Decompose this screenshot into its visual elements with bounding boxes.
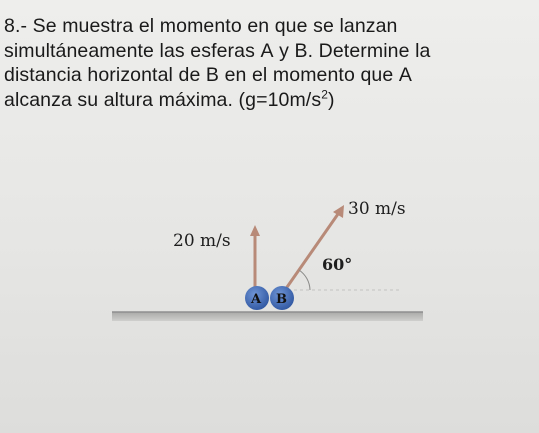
word: el	[251, 64, 268, 86]
word: que	[360, 64, 394, 86]
word: simultáneamente	[4, 39, 154, 62]
word: B.	[294, 39, 314, 62]
velocity-arrow-b	[285, 214, 338, 290]
word: horizontal	[87, 64, 173, 86]
word: de	[178, 64, 201, 86]
gravity-exponent: 2	[321, 87, 328, 101]
line-4-text: alcanza su altura máxima.	[4, 88, 239, 111]
word: Determine	[318, 39, 410, 62]
word: A	[398, 64, 412, 86]
arrow-a-head-icon	[250, 225, 260, 236]
word: y	[279, 39, 289, 62]
ground-surface	[112, 312, 423, 321]
sphere-a-label: A	[251, 292, 262, 307]
speed-a-label: 20 m/s	[173, 231, 231, 251]
word: muestra	[62, 15, 134, 37]
word: Se	[32, 15, 57, 37]
word: la	[415, 39, 431, 62]
arrow-b-head-icon	[333, 205, 344, 218]
word: las	[159, 39, 185, 62]
word: B	[205, 64, 220, 86]
gravity-close-paren: )	[327, 88, 335, 111]
word: en	[247, 15, 270, 37]
word: distancia	[4, 64, 82, 86]
word: 8.-	[4, 15, 28, 37]
word: esferas	[190, 39, 255, 62]
gravity-text: (g=10m/s	[238, 88, 322, 111]
word: el	[138, 15, 155, 37]
word: lanzan	[339, 15, 398, 37]
word: momento	[272, 64, 355, 86]
word: que	[274, 15, 308, 37]
speed-b-label: 30 m/s	[348, 199, 406, 219]
word: A	[260, 39, 274, 62]
angle-label: 60°	[322, 255, 353, 274]
word: momento	[159, 15, 242, 37]
sphere-b-label: B	[276, 292, 287, 307]
word: se	[313, 15, 334, 37]
angle-arc	[299, 270, 310, 290]
word: en	[224, 64, 247, 86]
